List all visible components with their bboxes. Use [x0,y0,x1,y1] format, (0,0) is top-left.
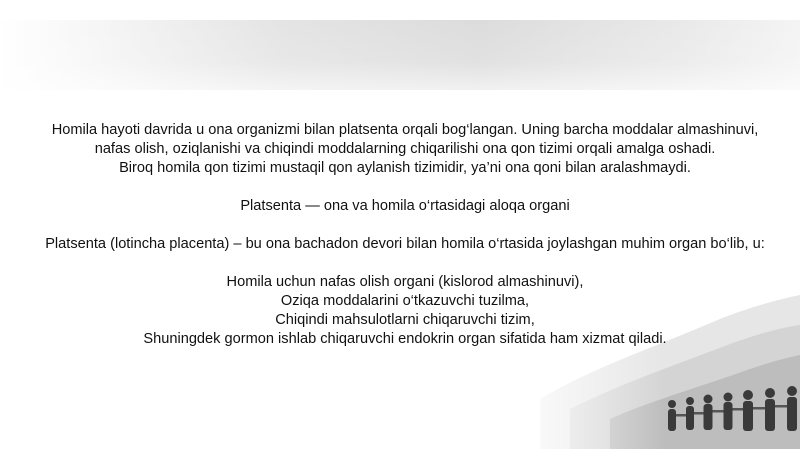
function-item: Oziqa moddalarini o‘tkazuvchi tuzilma, [280,293,530,309]
definition-paragraph: Platsenta (lotincha placenta) – bu ona bachadon devori bilan homila o‘rtasida joylashgan muhim organ bo‘lib, u: [45,236,765,252]
section-heading: Platsenta — ona va homila o‘rtasidagi aloqa organi [240,198,570,214]
intro-paragraph-2: Biroq homila qon tizimi mustaqil qon aylanish tizimidir, ya’ni ona qoni bilan aralashmaydi. [119,160,691,176]
header-band [0,20,800,90]
function-item: Shuningdek gormon ishlab chiqaruvchi endokrin organ sifatida ham xizmat qiladi. [143,331,667,347]
function-item: Chiqindi mahsulotlarni chiqaruvchi tizim, [275,312,535,328]
intro-paragraph-1: Homila hayoti davrida u ona organizmi bilan platsenta orqali bog‘langan. Uning barcha moddalar almashinuvi, nafas olish, oziqlanishi va chiqindi moddalarning chiqarilishi ona qon tizimi orqali amalga oshadi. [51,122,759,157]
slide-body [40,121,770,349]
function-item: Homila uchun nafas olish organi (kislorod almashinuvi), [226,274,584,290]
